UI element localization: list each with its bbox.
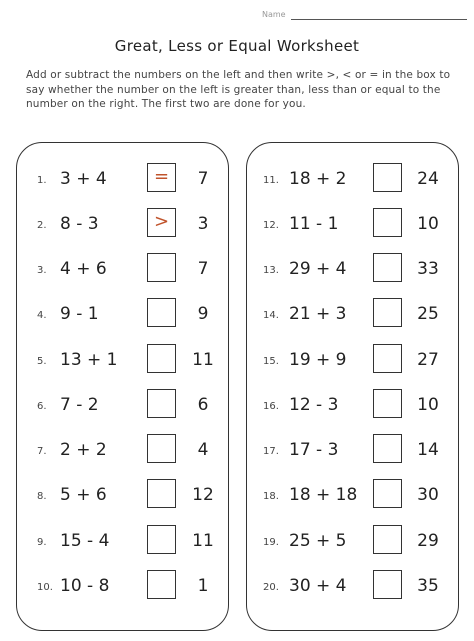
problem-number: 20.	[263, 582, 279, 593]
problem-number: 15.	[263, 356, 279, 367]
problem-expression: 29 + 4	[289, 259, 347, 279]
answer-box[interactable]	[147, 389, 176, 418]
compare-number: 10	[417, 395, 439, 415]
problem-expression: 4 + 6	[60, 259, 107, 279]
compare-number: 14	[417, 440, 439, 460]
problem-expression: 2 + 2	[60, 440, 107, 460]
compare-number: 25	[417, 304, 439, 324]
problem-expression: 13 + 1	[60, 350, 118, 370]
answer-box[interactable]	[373, 298, 402, 327]
problem-expression: 3 + 4	[60, 169, 107, 189]
problem-row	[247, 479, 458, 511]
name-field[interactable]	[262, 10, 467, 22]
compare-number: 1	[197, 576, 209, 596]
problem-number: 16.	[263, 401, 279, 412]
problem-row	[17, 525, 228, 557]
problem-number: 11.	[263, 175, 279, 186]
answer-box[interactable]	[147, 525, 176, 554]
problem-expression: 25 + 5	[289, 531, 347, 551]
problem-number: 5.	[37, 356, 47, 367]
problem-number: 13.	[263, 265, 279, 276]
compare-number: 11	[192, 350, 214, 370]
problem-expression: 19 + 9	[289, 350, 347, 370]
answer-box[interactable]	[373, 570, 402, 599]
compare-number: 29	[417, 531, 439, 551]
problem-number: 12.	[263, 220, 279, 231]
problem-number: 7.	[37, 446, 47, 457]
problem-row	[17, 344, 228, 376]
problem-expression: 12 - 3	[289, 395, 339, 415]
compare-number: 3	[197, 214, 209, 234]
compare-number: 24	[417, 169, 439, 189]
problem-expression: 9 - 1	[60, 304, 99, 324]
problem-number: 17.	[263, 446, 279, 457]
compare-number: 33	[417, 259, 439, 279]
problem-expression: 18 + 18	[289, 485, 358, 505]
problem-number: 8.	[37, 491, 47, 502]
problem-row	[17, 163, 228, 195]
problem-expression: 5 + 6	[60, 485, 107, 505]
answer-box[interactable]	[373, 525, 402, 554]
problems-panel-right	[246, 142, 459, 631]
problem-expression: 21 + 3	[289, 304, 347, 324]
problem-number: 2.	[37, 220, 47, 231]
problem-row	[247, 208, 458, 240]
answer-box[interactable]	[373, 479, 402, 508]
answer-box[interactable]: >	[147, 208, 176, 237]
problem-number: 1.	[37, 175, 47, 186]
problem-row	[247, 434, 458, 466]
answer-box[interactable]	[147, 298, 176, 327]
problem-expression: 15 - 4	[60, 531, 110, 551]
answer-box[interactable]	[147, 570, 176, 599]
answer-box[interactable]	[373, 208, 402, 237]
problem-number: 6.	[37, 401, 47, 412]
problem-number: 19.	[263, 537, 279, 548]
compare-number: 7	[197, 259, 209, 279]
problem-expression: 11 - 1	[289, 214, 339, 234]
problem-expression: 10 - 8	[60, 576, 110, 596]
compare-number: 27	[417, 350, 439, 370]
problem-expression: 8 - 3	[60, 214, 99, 234]
compare-number: 9	[197, 304, 209, 324]
problem-row	[17, 479, 228, 511]
problem-row	[247, 344, 458, 376]
answer-box[interactable]	[147, 479, 176, 508]
compare-number: 7	[197, 169, 209, 189]
problem-row	[247, 298, 458, 330]
problem-expression: 18 + 2	[289, 169, 347, 189]
answer-box[interactable]	[373, 434, 402, 463]
answer-box[interactable]	[147, 344, 176, 373]
compare-number: 30	[417, 485, 439, 505]
compare-number: 4	[197, 440, 209, 460]
name-underline	[291, 19, 467, 20]
problem-row	[247, 389, 458, 421]
problem-row	[247, 253, 458, 285]
problem-number: 18.	[263, 491, 279, 502]
problem-number: 9.	[37, 537, 47, 548]
compare-number: 11	[192, 531, 214, 551]
problem-row	[17, 208, 228, 240]
problem-row	[17, 253, 228, 285]
problem-number: 14.	[263, 310, 279, 321]
answer-box[interactable]: =	[147, 163, 176, 192]
compare-number: 6	[197, 395, 209, 415]
name-label: Name	[262, 10, 286, 19]
problem-row	[17, 298, 228, 330]
answer-box[interactable]	[373, 389, 402, 418]
problem-number: 4.	[37, 310, 47, 321]
problem-expression: 17 - 3	[289, 440, 339, 460]
worksheet-title: Great, Less or Equal Worksheet	[114, 37, 360, 55]
answer-box[interactable]	[373, 253, 402, 282]
instructions-text: Add or subtract the numbers on the left and then write >, < or = in the box to say whether the number on the left is greater than, less than or equal to the number on the right. The first two are done for you.	[26, 69, 451, 110]
compare-number: 10	[417, 214, 439, 234]
problem-row	[17, 434, 228, 466]
answer-box[interactable]	[147, 253, 176, 282]
problems-panel-left	[16, 142, 229, 631]
problem-number: 10.	[37, 582, 53, 593]
problem-row	[247, 525, 458, 557]
compare-number: 12	[192, 485, 214, 505]
problem-expression: 30 + 4	[289, 576, 347, 596]
answer-box[interactable]	[373, 163, 402, 192]
problem-expression: 7 - 2	[60, 395, 99, 415]
problem-row	[247, 570, 458, 602]
problem-number: 3.	[37, 265, 47, 276]
answer-box[interactable]	[373, 344, 402, 373]
problem-row	[247, 163, 458, 195]
compare-number: 35	[417, 576, 439, 596]
problem-row	[17, 389, 228, 421]
answer-box[interactable]	[147, 434, 176, 463]
problem-row	[17, 570, 228, 602]
